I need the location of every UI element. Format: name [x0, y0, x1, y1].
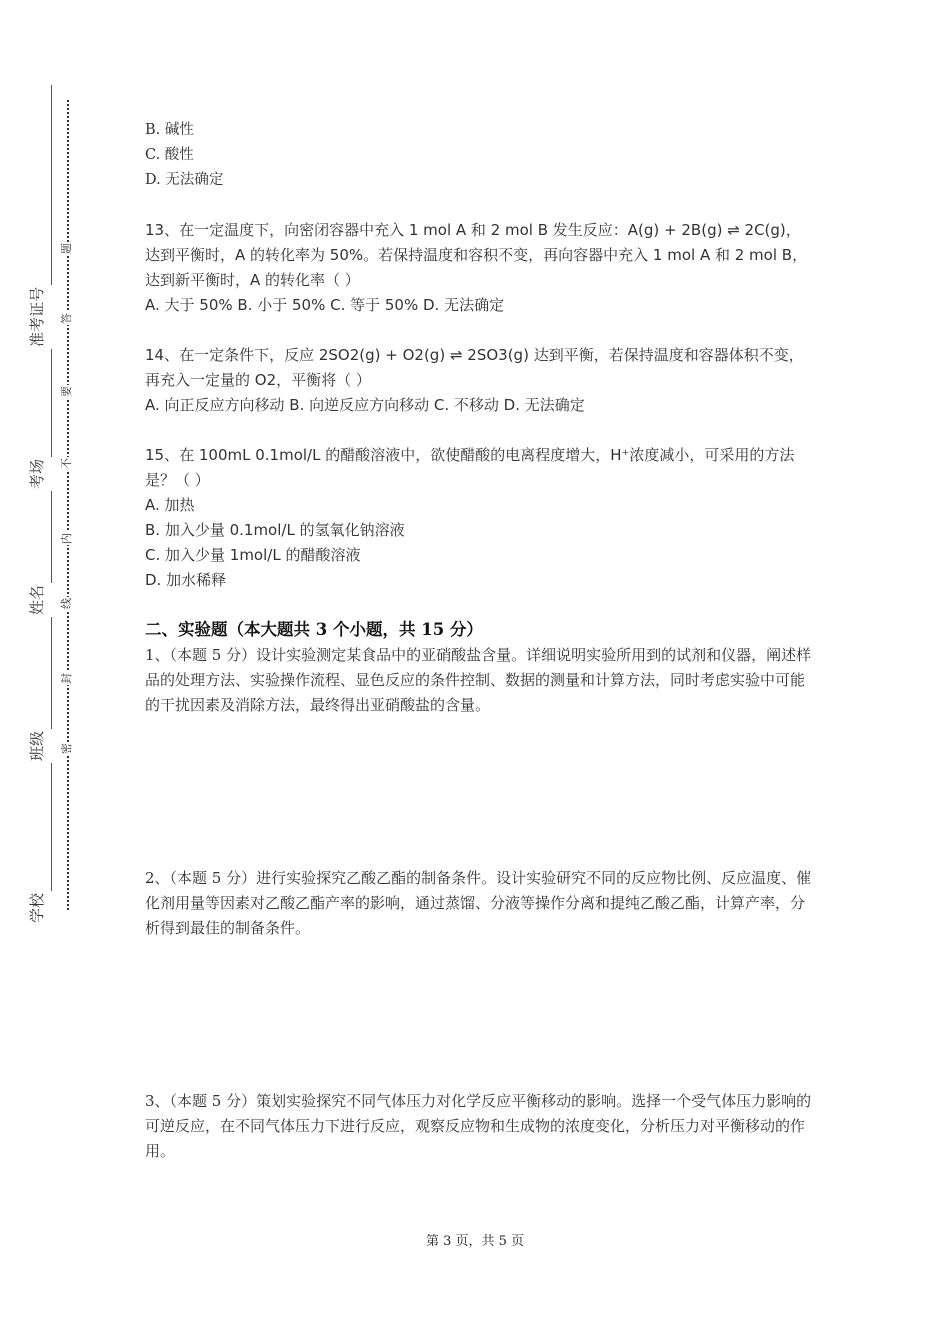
question-14 [145, 343, 815, 418]
question-options: A. 向正反应方向移动 B. 向逆反应方向移动 C. 不移动 D. 无法确定 [145, 396, 585, 414]
question-text: 1、（本题 5 分）设计实验测定某食品中的亚硝酸盐含量。详细说明实验所用到的试剂和仪器，阐述样品的处理方法、实验操作流程、显色反应的条件控制、数据的测量和计算方法，同时考虑实验中可能的干扰因素及消除方法，最终得出亚硝酸盐的含量。 [145, 646, 812, 714]
school-label: 学校 [28, 892, 46, 923]
seal-line [61, 100, 75, 910]
question-text: 14、在一定条件下，反应 2SO2(g) + O2(g) ⇌ 2SO3(g) 达到平衡，若保持温度和容器体积不变，再充入一定量的 O2，平衡将（ ） [145, 346, 804, 389]
question-text: 15、在 100mL 0.1mol/L 的醋酸溶液中，欲使醋酸的电离程度增大，H⁺浓度减小，可采用的方法是？（ ） [145, 446, 795, 489]
option-d: D. 无法确定 [145, 172, 224, 188]
experiment-question-2 [145, 866, 815, 941]
question-text: 2、（本题 5 分）进行实验探究乙酸乙酯的制备条件。设计实验研究不同的反应物比例、反应温度、催化剂用量等因素对乙酸乙酯产率的影响，通过蒸馏、分液等操作分离和提纯乙酸乙酯，计算产率，分析得到最佳的制备条件。 [145, 869, 812, 937]
experiment-question-3 [145, 1089, 815, 1164]
option-a: A. 加热 [145, 496, 195, 514]
class-field [22, 617, 52, 729]
class-label: 班级 [28, 730, 46, 761]
binding-strip [22, 85, 52, 925]
experiment-question-1 [145, 643, 815, 718]
seal-char: 要 [60, 386, 73, 397]
question-text: 13、在一定温度下，向密闭容器中充入 1 mol A 和 2 mol B 发生反应：A(g) + 2B(g) ⇌ 2C(g)，达到平衡时，A 的转化率为 50%。若保持温度和容积不变，再向容器中充入 1 mol A 和 2 mol B，达到新平衡时，A 的转化率（ ） [145, 221, 808, 289]
seal-char: 线 [60, 598, 73, 609]
question-options: A. 大于 50% B. 小于 50% C. 等于 50% D. 无法确定 [145, 296, 505, 314]
name-label: 姓名 [28, 584, 46, 615]
seal-char: 内 [60, 533, 73, 544]
section-heading: 二、实验题（本大题共 3 个小题，共 15 分） [145, 620, 483, 639]
option-c: C. 加入少量 1mol/L 的醋酸溶液 [145, 546, 361, 564]
q12-options [145, 118, 815, 193]
dotted-line [67, 100, 69, 910]
seal-char: 不 [60, 458, 73, 469]
school-field [22, 763, 52, 891]
question-15 [145, 443, 815, 593]
option-c: C. 酸性 [145, 147, 194, 163]
option-d: D. 加水稀释 [145, 571, 227, 589]
exam-room-field [22, 349, 52, 457]
seal-char: 封 [60, 673, 73, 684]
exam-number-label: 准考证号 [28, 286, 46, 347]
question-13 [145, 218, 815, 318]
seal-char: 密 [60, 743, 73, 754]
seal-char: 答 [60, 313, 73, 324]
exam-number-field [22, 85, 52, 285]
page-number: 第 3 页，共 5 页 [425, 1234, 525, 1249]
exam-room-label: 考场 [28, 458, 46, 489]
question-text: 3、（本题 5 分）策划实验探究不同气体压力对化学反应平衡移动的影响。选择一个受气体压力影响的可逆反应，在不同气体压力下进行反应，观察反应物和生成物的浓度变化，分析压力对平衡移动的作用。 [145, 1092, 812, 1160]
option-b: B. 碱性 [145, 122, 194, 138]
option-b: B. 加入少量 0.1mol/L 的氢氧化钠溶液 [145, 521, 405, 539]
name-field [22, 491, 52, 583]
seal-char: 题 [60, 243, 73, 254]
